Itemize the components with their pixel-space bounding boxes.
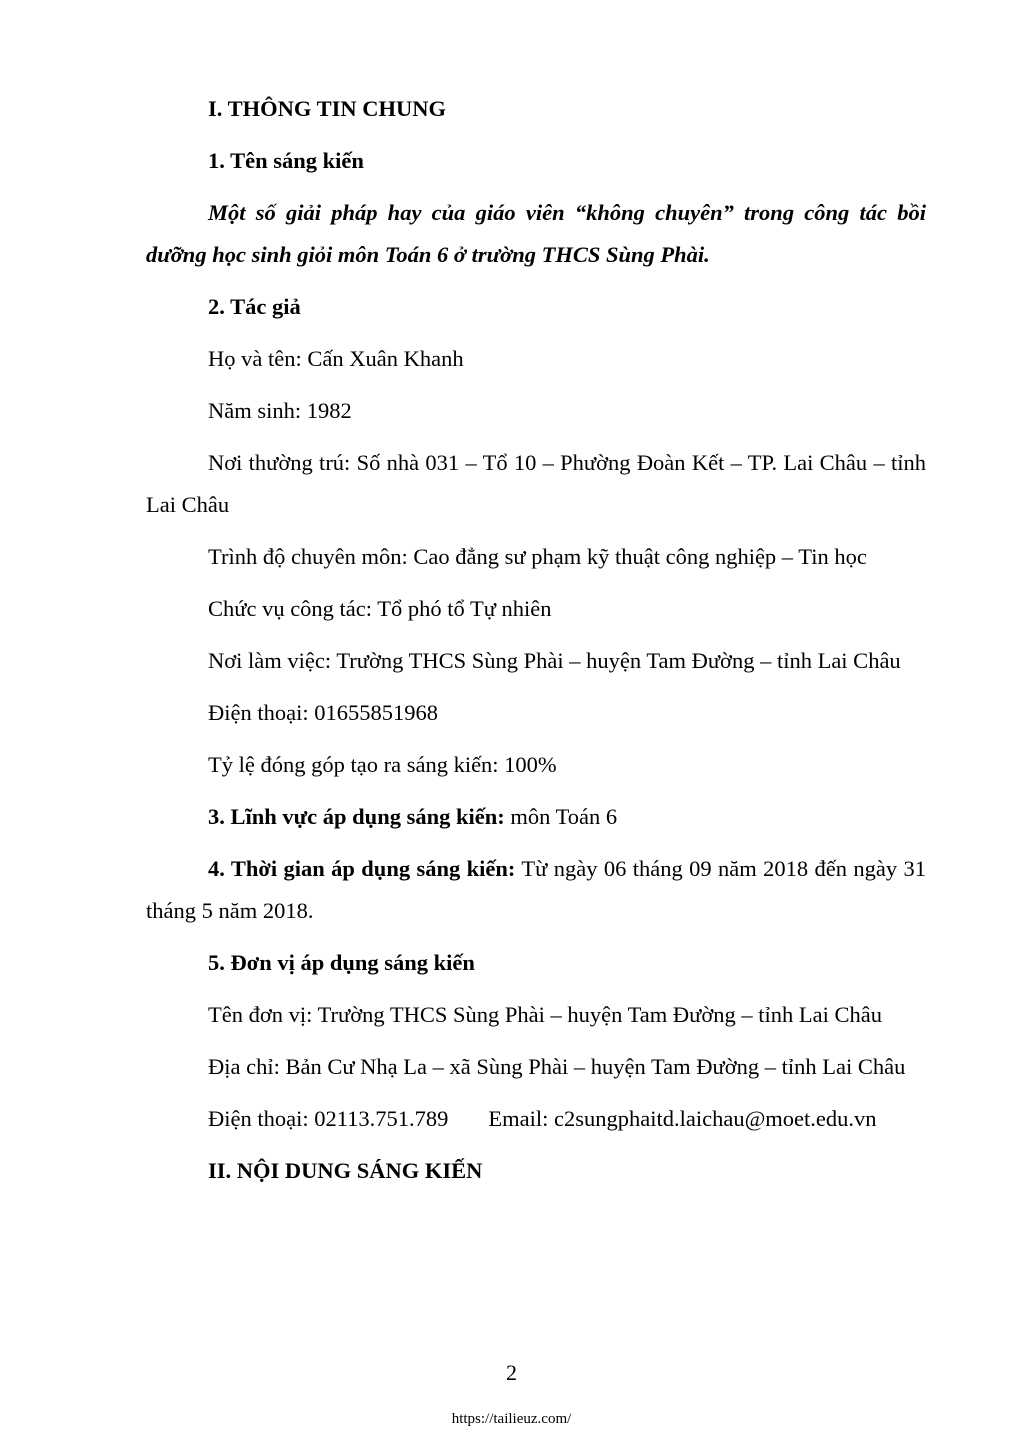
contribution-ratio: Tỷ lệ đóng góp tạo ra sáng kiến: 100% [208, 752, 557, 777]
document-body [146, 88, 926, 1202]
author-heading: 2. Tác giả [208, 294, 301, 319]
section-heading-content: II. NỘI DUNG SÁNG KIẾN [208, 1158, 483, 1183]
birth-year: Năm sinh: 1982 [208, 398, 352, 423]
application-field-value: môn Toán 6 [504, 804, 618, 829]
residence: Nơi thường trú: Số nhà 031 – Tổ 10 – Phường Đoàn Kết – TP. Lai Châu – tỉnh Lai Châu [146, 450, 926, 517]
footer-url: https://tailieuz.com/ [451, 1411, 572, 1427]
author-name: Họ và tên: Cấn Xuân Khanh [208, 346, 464, 371]
position: Chức vụ công tác: Tổ phó tổ Tự nhiên [208, 596, 552, 621]
qualification: Trình độ chuyên môn: Cao đẳng sư phạm kỹ thuật công nghiệp – Tin học [208, 544, 867, 569]
unit-email: Email: c2sungphaitd.laichau@moet.edu.vn [488, 1106, 877, 1131]
unit-name: Tên đơn vị: Trường THCS Sùng Phài – huyện Tam Đường – tỉnh Lai Châu [208, 1002, 882, 1027]
unit-contact [146, 1098, 926, 1140]
application-field-label: 3. Lĩnh vực áp dụng sáng kiến: [208, 804, 505, 829]
application-period-label: 4. Thời gian áp dụng sáng kiến: [208, 856, 516, 881]
unit-address: Địa chỉ: Bản Cư Nhạ La – xã Sùng Phài – huyện Tam Đường – tỉnh Lai Châu [208, 1054, 906, 1079]
page-number: 2 [506, 1360, 517, 1385]
applying-unit-heading: 5. Đơn vị áp dụng sáng kiến [208, 950, 475, 975]
section-heading-general-info: I. THÔNG TIN CHUNG [208, 96, 446, 121]
initiative-name-heading: 1. Tên sáng kiến [208, 148, 364, 173]
application-period-value: Từ ngày 06 tháng 09 năm 2018 đến ngày 31 tháng 5 năm 2018. [146, 856, 927, 923]
unit-phone: Điện thoại: 02113.751.789 [208, 1106, 449, 1131]
application-period [146, 848, 926, 932]
initiative-title: Một số giải pháp hay của giáo viên “không chuyên” trong công tác bồi dưỡng học sinh giỏi môn Toán 6 ở trường THCS Sùng Phài. [146, 200, 926, 267]
author-phone: Điện thoại: 01655851968 [208, 700, 438, 725]
application-field [146, 796, 926, 838]
workplace: Nơi làm việc: Trường THCS Sùng Phài – huyện Tam Đường – tỉnh Lai Châu [208, 648, 901, 673]
